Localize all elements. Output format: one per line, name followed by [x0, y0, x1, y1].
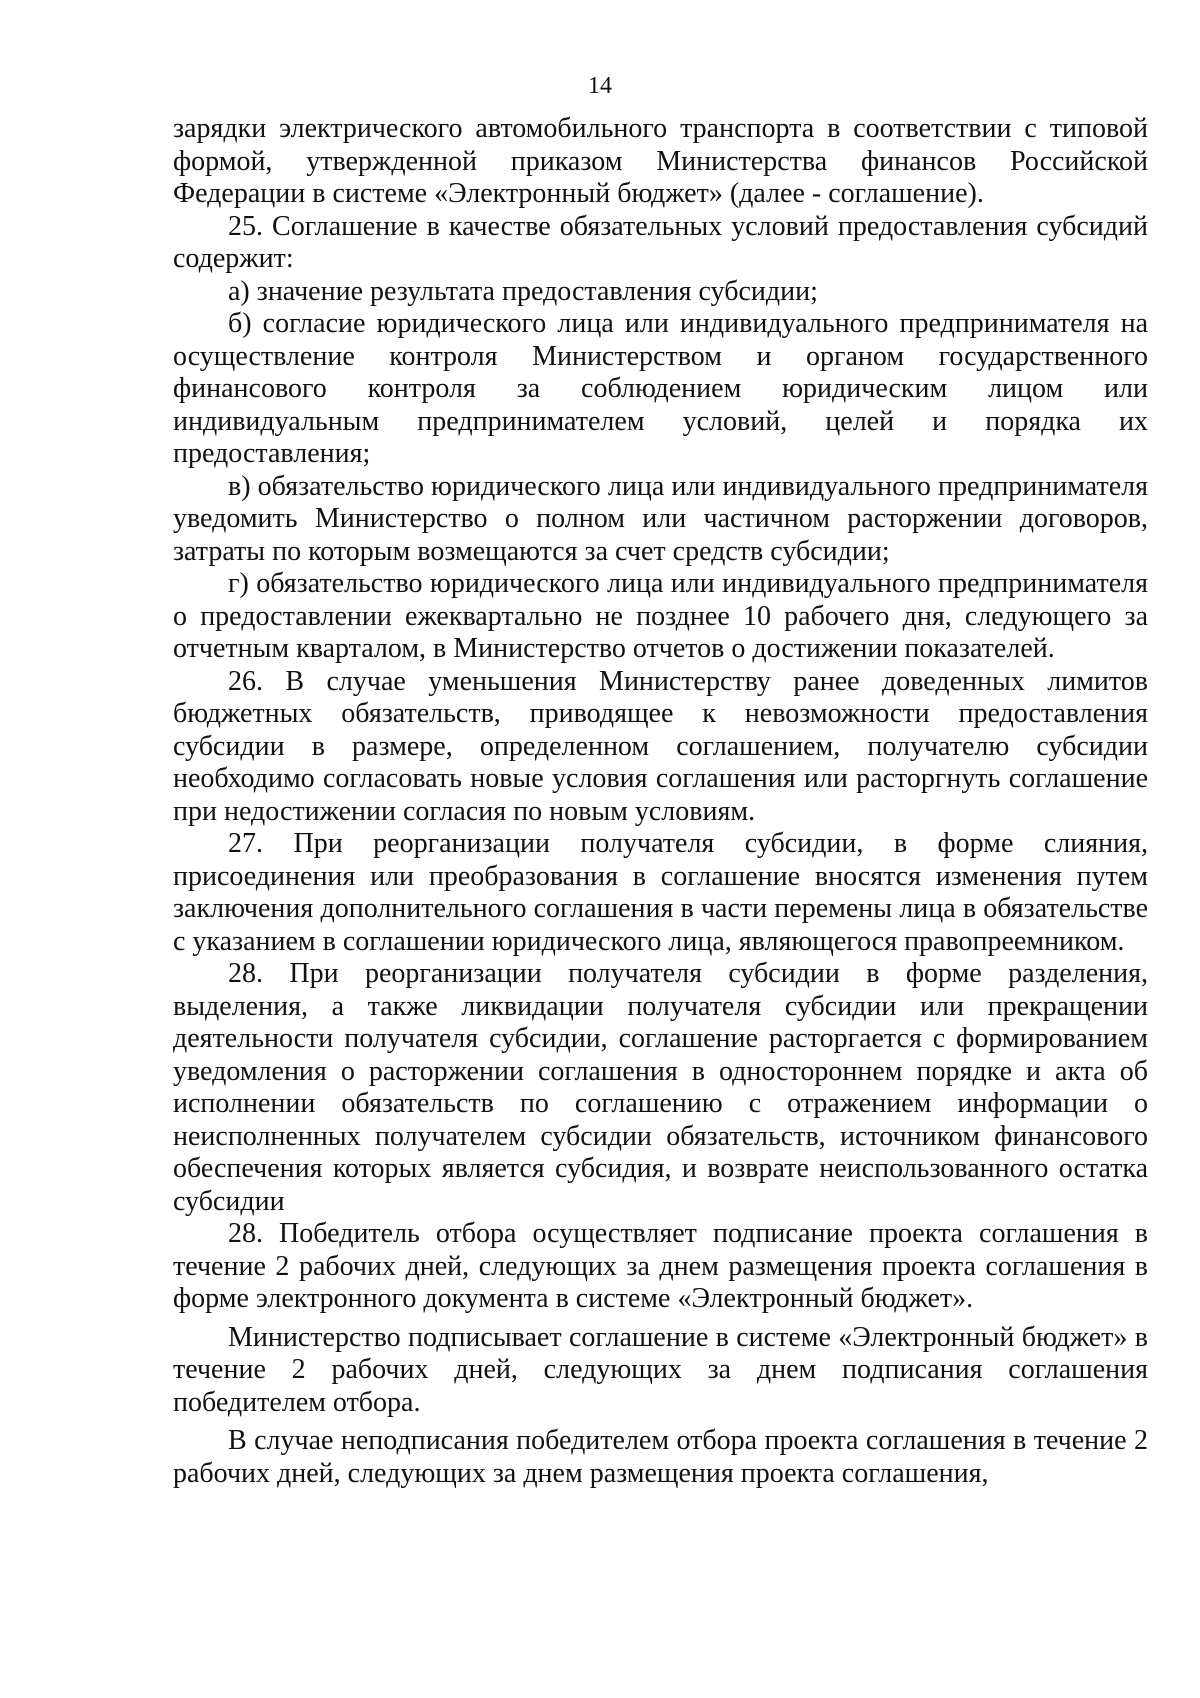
paragraph-25-g: г) обязательство юридического лица или индивидуального предпринимателя о предоставлении ежеквартально не позднее 10 рабочего дня, следующего за отчетным кварталом, в Министерство отчетов о достижении показателей.: [173, 568, 1148, 664]
paragraph-28-reorganization: 28. При реорганизации получателя субсидии в форме разделения, выделения, а также ликвидации получателя субсидии или прекращении деятельности получателя субсидии, соглашение расторгается с формированием уведомления о расторжении соглашения в одностороннем порядке и акта об исполнении обязательств по соглашению с отражением информации о неисполненных получателем субсидии обязательств, источником финансового обеспечения которых является субсидия, и возврате неиспользованного остатка субсидии: [173, 958, 1148, 1217]
paragraph-25: 25. Соглашение в качестве обязательных условий предоставления субсидий содержит:: [173, 210, 1148, 274]
paragraph-continuation: зарядки электрического автомобильного транспорта в соответствии с типовой формой, утвержденной приказом Министерства финансов Российской Федерации в системе «Электронный бюджет» (далее - соглашение).: [173, 113, 1148, 209]
page-number: 14: [588, 73, 612, 99]
paragraph-non-signing: В случае неподписания победителем отбора проекта соглашения в течение 2 рабочих дней, следующих за днем размещения проекта соглашения,: [173, 1425, 1148, 1489]
document-body: [173, 113, 1148, 1490]
paragraph-26: 26. В случае уменьшения Министерству ранее доведенных лимитов бюджетных обязательств, приводящее к невозможности предоставления субсидии в размере, определенном соглашением, получателю субсидии необходимо согласовать новые условия соглашения или расторгнуть соглашение при недостижении согласия по новым условиям.: [173, 665, 1148, 827]
paragraph-28-signing: 28. Победитель отбора осуществляет подписание проекта соглашения в течение 2 рабочих дней, следующих за днем размещения проекта соглашения в форме электронного документа в системе «Электронный бюджет».: [173, 1218, 1148, 1314]
paragraph-25-b: б) согласие юридического лица или индивидуального предпринимателя на осуществление контроля Министерством и органом государственного финансового контроля за соблюдением юридическим лицом или индивидуальным предпринимателем условий, целей и порядка их предоставления;: [173, 308, 1148, 469]
paragraph-ministry-signing: Министерство подписывает соглашение в системе «Электронный бюджет» в течение 2 рабочих дней, следующих за днем подписания соглашения победителем отбора.: [173, 1321, 1148, 1418]
paragraph-25-a: а) значение результата предоставления субсидии;: [228, 275, 818, 307]
paragraph-27: 27. При реорганизации получателя субсидии, в форме слияния, присоединения или преобразования в соглашение вносятся изменения путем заключения дополнительного соглашения в части перемены лица в обязательстве с указанием в соглашении юридического лица, являющегося правопреемником.: [173, 828, 1148, 957]
paragraph-25-v: в) обязательство юридического лица или индивидуального предпринимателя уведомить Министерство о полном или частичном расторжении договоров, затраты по которым возмещаются за счет средств субсидии;: [173, 470, 1148, 567]
